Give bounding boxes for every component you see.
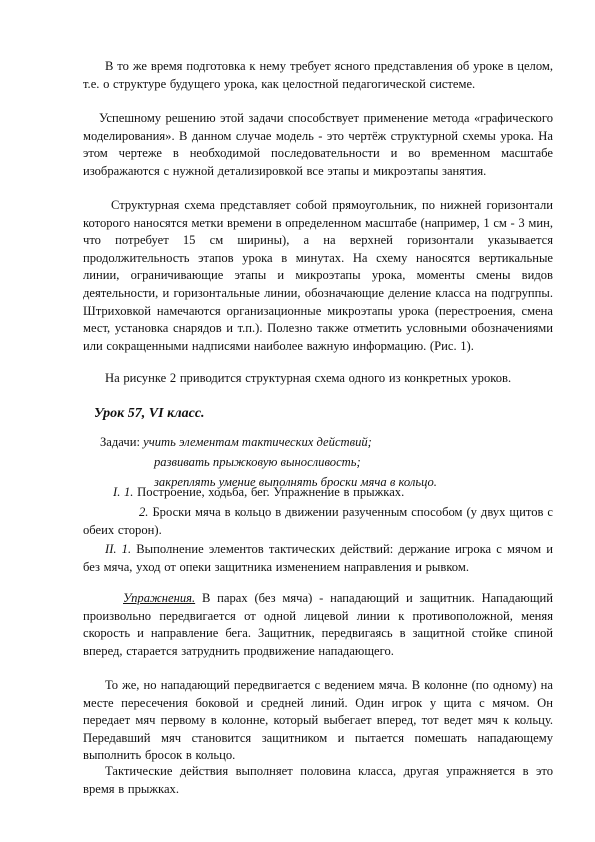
paragraph-text: Успешному решению этой задачи способствует применение метода «графического моделирования». В данном случае модель - это чертёж структурной схемы урока. На этом чертеже в необходимой последовательности и во временном масштабе изображаются с нужной детализировкой все этапы и микроэтапы занятия. (83, 111, 553, 178)
exercises-paragraph-3 (83, 763, 553, 798)
item-text: Броски мяча в кольцо в движении разученным способом (у двух щитов с обеих сторон). (83, 505, 554, 537)
lesson-item-1-2 (83, 504, 553, 539)
paragraph-lesson-preparation (83, 58, 553, 93)
lesson-tasks (100, 432, 540, 492)
paragraph-text: На рисунке 2 приводится структурная схема одного из конкретных уроков. (105, 371, 512, 385)
paragraph-structural-scheme (83, 197, 553, 355)
lesson-item-2-1 (83, 541, 553, 576)
paragraph-figure-reference (83, 370, 553, 388)
exercises-text: В парах (без мяча) - нападающий и защитник. Нападающий произвольно передвигается от одной лицевой линии к противоположной, меняя скорость и направление бега. Защитник, передвигаясь в защитной стойке спиной вперед, старается затруднить продвижение нападающего. (83, 591, 553, 658)
tasks-label: Задачи: (100, 435, 140, 449)
task-item: развивать прыжковую выносливость; (154, 455, 361, 469)
exercises-paragraph-2 (83, 677, 553, 765)
paragraph-graphic-modeling (83, 110, 553, 180)
item-number: I. 1. (113, 485, 134, 499)
paragraph-text: То же, но нападающий передвигается с ведением мяча. В колонне (по одному) на месте пересечения боковой и средней линий. Один игрок у щита с мячом. Он передает мяч первому в колонне, который выбегает вперед, тот ведет мяч к кольцу. Передавший мяч становится защитником и пытается помешать нападающему выполнить бросок в кольцо. (83, 678, 553, 763)
task-row (100, 452, 540, 472)
task-row (100, 432, 540, 452)
paragraph-text: В то же время подготовка к нему требует ясного представления об уроке в целом, т.е. о структуре будущего урока, как целостной педагогической системе. (83, 59, 553, 91)
exercises-lead: Упражнения. (123, 591, 196, 605)
paragraph-text: Тактические действия выполняет половина класса, другая упражняется в это время в прыжках. (83, 764, 553, 796)
exercises-paragraph (83, 590, 553, 660)
item-text: Выполнение элементов тактических действий: держание игрока с мячом и без мяча, уход от опеки защитника изменением направления и рывком. (83, 542, 553, 574)
item-text: Построение, ходьба, бег. Упражнение в прыжках. (137, 485, 405, 499)
task-item: учить элементам тактических действий; (143, 435, 372, 449)
task-item: закреплять умение выполнять броски мяча в кольцо. (154, 475, 437, 489)
item-number: II. 1. (105, 542, 132, 556)
item-number: 2. (139, 505, 149, 519)
lesson-heading: Урок 57, VI класс. (94, 406, 205, 421)
lesson-item-1-1 (83, 484, 553, 502)
paragraph-text: Структурная схема представляет собой прямоугольник, по нижней горизонтали которого наносятся метки времени в определенном масштабе (например, 1 см - 3 мин, что потребует 15 см ширины), а на верхней горизонтали указывается продолжительность этапов урока в минутах. На схему наносятся вертикальные линии, ограничивающие этапы и микроэтапы урока, моменты смены видов деятельности, и горизонтальные линии, обозначающие деление класса на подгруппы. Штриховкой намечаются организационные микроэтапы урока (перестроения, смена мест, установка снарядов и т.п.). Полезно также отметить условными обозначениями или сокращенными надписями наиболее важную информацию. (Рис. 1). (83, 198, 553, 353)
